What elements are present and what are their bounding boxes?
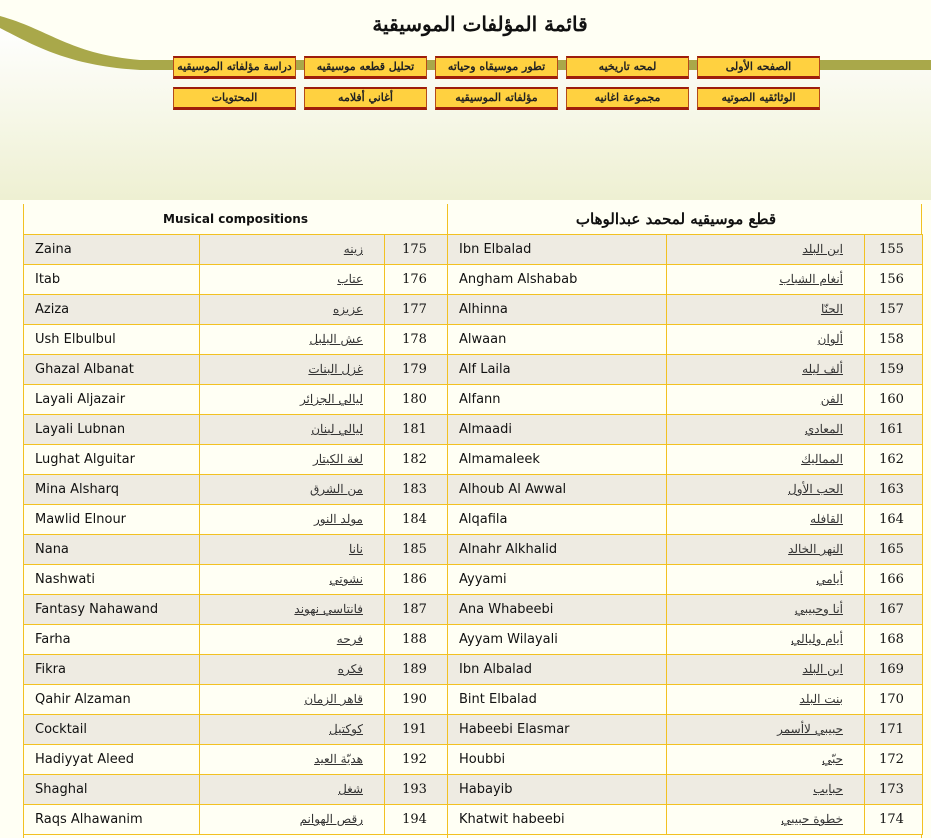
composition-arabic-link[interactable]: الحب الأول [787, 482, 843, 496]
composition-arabic-cell [667, 265, 865, 295]
composition-arabic-cell [200, 805, 385, 835]
composition-number: 173 [865, 775, 923, 805]
composition-arabic-link[interactable]: هديّة العيد [314, 752, 363, 766]
table-row [24, 355, 449, 385]
composition-english-name: Almamaleek [448, 445, 667, 475]
table-row [448, 685, 923, 715]
composition-arabic-link[interactable]: ليالي لبنان [311, 422, 363, 436]
composition-arabic-link[interactable]: ابن البلد [802, 242, 843, 256]
composition-english-name: Alqafila [448, 505, 667, 535]
table-row [24, 655, 449, 685]
table-row [24, 775, 449, 805]
table-row [448, 535, 923, 565]
nav-film-songs-button[interactable]: أغاني أفلامه [304, 87, 427, 110]
composition-number: 156 [865, 265, 923, 295]
page-title: قائمة المؤلفات الموسيقية [372, 12, 588, 36]
composition-english-name: Itab [24, 265, 200, 295]
composition-arabic-link[interactable]: عتاب [337, 272, 363, 286]
composition-arabic-cell [200, 475, 385, 505]
composition-number: 190 [385, 685, 449, 715]
table-row [448, 775, 923, 805]
composition-arabic-cell [200, 265, 385, 295]
composition-number: 176 [385, 265, 449, 295]
composition-arabic-cell [200, 745, 385, 775]
composition-number: 171 [865, 715, 923, 745]
composition-arabic-link[interactable]: أنغام الشباب [779, 272, 843, 286]
composition-arabic-cell [667, 565, 865, 595]
composition-english-name: Mawlid Elnour [24, 505, 200, 535]
composition-english-name: Ush Elbulbul [24, 325, 200, 355]
table-row [448, 655, 923, 685]
composition-arabic-cell [200, 355, 385, 385]
table-row [24, 385, 449, 415]
composition-arabic-link[interactable]: فكره [337, 662, 363, 676]
composition-number: 183 [385, 475, 449, 505]
composition-arabic-link[interactable]: المعادي [804, 422, 843, 436]
composition-arabic-link[interactable]: نانا [349, 542, 363, 556]
table-row [24, 325, 449, 355]
composition-arabic-link[interactable]: حبيبي لاأسمر [777, 722, 843, 736]
nav-audio-docs-button[interactable]: الوثائقيه الصوتيه [697, 87, 820, 110]
composition-number: 166 [865, 565, 923, 595]
composition-number: 179 [385, 355, 449, 385]
nav-music-evolution-button[interactable]: تطور موسيقاه وحياته [435, 56, 558, 79]
nav-compositions-button[interactable]: مؤلفاته الموسيقيه [435, 87, 558, 110]
composition-english-name: Layali Aljazair [24, 385, 200, 415]
composition-english-name: Bint Elbalad [448, 685, 667, 715]
composition-english-name: Houbbi [448, 745, 667, 775]
table-row [448, 475, 923, 505]
composition-arabic-cell [200, 715, 385, 745]
composition-english-name: Alnahr Alkhalid [448, 535, 667, 565]
table-row [24, 265, 449, 295]
table-row [24, 685, 449, 715]
composition-english-name: Habeebi Elasmar [448, 715, 667, 745]
composition-number: 167 [865, 595, 923, 625]
composition-english-name: Almaadi [448, 415, 667, 445]
table-row [24, 715, 449, 745]
table-row [448, 505, 923, 535]
table-row [24, 625, 449, 655]
composition-number: 165 [865, 535, 923, 565]
composition-number: 178 [385, 325, 449, 355]
composition-english-name: Mina Alsharq [24, 475, 200, 505]
table-row [448, 265, 923, 295]
nav-row-top [173, 56, 820, 80]
composition-english-name: Shaghal [24, 775, 200, 805]
composition-number: 164 [865, 505, 923, 535]
nav-history-button[interactable]: لمحه تاريخيه [566, 56, 689, 79]
composition-english-name: Cocktail [24, 715, 200, 745]
composition-arabic-link[interactable]: زينه [343, 242, 363, 256]
composition-number: 187 [385, 595, 449, 625]
composition-english-name: Khatwit habeebi [448, 805, 667, 835]
composition-number: 182 [385, 445, 449, 475]
composition-number: 172 [865, 745, 923, 775]
composition-arabic-cell [667, 655, 865, 685]
table-row [24, 565, 449, 595]
composition-arabic-link[interactable]: النهر الخالد [788, 542, 843, 556]
composition-arabic-link[interactable]: من الشرق [309, 482, 363, 496]
composition-english-name: Lughat Alguitar [24, 445, 200, 475]
composition-number: 160 [865, 385, 923, 415]
compositions-table-right [447, 234, 923, 835]
composition-english-name: Fikra [24, 655, 200, 685]
table-row [448, 565, 923, 595]
composition-arabic-link[interactable]: ألوان [817, 332, 843, 346]
composition-arabic-cell [200, 505, 385, 535]
composition-arabic-cell [667, 445, 865, 475]
composition-arabic-cell [667, 775, 865, 805]
composition-number: 161 [865, 415, 923, 445]
composition-arabic-cell [667, 355, 865, 385]
composition-english-name: Alf Laila [448, 355, 667, 385]
composition-number: 159 [865, 355, 923, 385]
nav-compositions-study-button[interactable]: دراسة مؤلفاته الموسيقيه [173, 56, 296, 79]
composition-english-name: Nashwati [24, 565, 200, 595]
composition-arabic-cell [200, 535, 385, 565]
section-heading-english: Musical compositions [163, 212, 308, 226]
composition-english-name: Ghazal Albanat [24, 355, 200, 385]
table-row [448, 415, 923, 445]
composition-english-name: Nana [24, 535, 200, 565]
composition-arabic-cell [667, 385, 865, 415]
table-row [448, 595, 923, 625]
composition-english-name: Aziza [24, 295, 200, 325]
composition-arabic-link[interactable]: أنا وحبيبي [794, 602, 843, 616]
composition-arabic-link[interactable]: مولد النور [313, 512, 363, 526]
table-row [24, 295, 449, 325]
composition-number: 186 [385, 565, 449, 595]
composition-arabic-link[interactable]: القافله [810, 512, 843, 526]
composition-english-name: Hadiyyat Aleed [24, 745, 200, 775]
composition-number: 163 [865, 475, 923, 505]
composition-english-name: Raqs Alhawanim [24, 805, 200, 835]
composition-number: 162 [865, 445, 923, 475]
table-row [24, 445, 449, 475]
composition-number: 193 [385, 775, 449, 805]
composition-arabic-cell [667, 805, 865, 835]
table-row [448, 715, 923, 745]
table-row [448, 385, 923, 415]
composition-number: 177 [385, 295, 449, 325]
composition-arabic-cell [667, 505, 865, 535]
composition-number: 194 [385, 805, 449, 835]
composition-arabic-link[interactable]: الحنّا [820, 302, 843, 316]
composition-arabic-cell [667, 475, 865, 505]
composition-number: 191 [385, 715, 449, 745]
composition-arabic-link[interactable]: شغل [338, 782, 363, 796]
composition-arabic-link[interactable]: غزل البنات [308, 362, 363, 376]
composition-arabic-cell [200, 445, 385, 475]
composition-arabic-cell [667, 535, 865, 565]
table-row [24, 415, 449, 445]
composition-english-name: Ayyam Wilayali [448, 625, 667, 655]
table-row [448, 625, 923, 655]
composition-english-name: Ayyami [448, 565, 667, 595]
composition-number: 181 [385, 415, 449, 445]
table-row [24, 595, 449, 625]
composition-arabic-cell [667, 325, 865, 355]
composition-arabic-cell [200, 295, 385, 325]
composition-arabic-link[interactable]: كوكتيل [329, 722, 363, 736]
composition-arabic-cell [667, 715, 865, 745]
table-row [24, 505, 449, 535]
composition-arabic-cell [667, 625, 865, 655]
composition-number: 175 [385, 235, 449, 265]
composition-arabic-cell [200, 385, 385, 415]
composition-arabic-link[interactable]: فانتاسي نهوند [294, 602, 363, 616]
composition-arabic-cell [200, 685, 385, 715]
composition-number: 174 [865, 805, 923, 835]
composition-english-name: Alfann [448, 385, 667, 415]
table-row [24, 475, 449, 505]
nav-songs-collection-button[interactable]: مجموعة اغانيه [566, 87, 689, 110]
composition-arabic-link[interactable]: فرحه [336, 632, 363, 646]
composition-arabic-link[interactable]: بنت البلد [799, 692, 843, 706]
table-row [448, 235, 923, 265]
nav-row-bottom [173, 87, 820, 111]
table-row [448, 445, 923, 475]
composition-arabic-cell [200, 625, 385, 655]
composition-number: 184 [385, 505, 449, 535]
composition-english-name: Qahir Alzaman [24, 685, 200, 715]
composition-arabic-link[interactable]: خطوة حبيبي [781, 812, 843, 826]
composition-arabic-link[interactable]: عش البلبل [309, 332, 363, 346]
composition-number: 168 [865, 625, 923, 655]
composition-arabic-link[interactable]: لغة الكيتار [312, 452, 363, 466]
table-row [24, 805, 449, 835]
composition-number: 185 [385, 535, 449, 565]
nav-piece-analysis-button[interactable]: تحليل قطعه موسيقيه [304, 56, 427, 79]
table-row [24, 235, 449, 265]
compositions-table-left [23, 234, 449, 835]
composition-english-name: Alhinna [448, 295, 667, 325]
composition-english-name: Habayib [448, 775, 667, 805]
composition-number: 158 [865, 325, 923, 355]
composition-number: 155 [865, 235, 923, 265]
composition-arabic-cell [200, 415, 385, 445]
composition-number: 188 [385, 625, 449, 655]
composition-english-name: Alhoub Al Awwal [448, 475, 667, 505]
composition-number: 180 [385, 385, 449, 415]
composition-number: 169 [865, 655, 923, 685]
composition-arabic-cell [200, 325, 385, 355]
section-heading-arabic: قطع موسيقيه لمحمد عبدالوهاب [575, 210, 776, 228]
table-row [448, 295, 923, 325]
table-row [24, 745, 449, 775]
table-row [448, 325, 923, 355]
composition-arabic-cell [200, 235, 385, 265]
nav-home-button[interactable]: الصفحه الأولى [697, 56, 820, 79]
composition-arabic-cell [200, 775, 385, 805]
composition-arabic-cell [200, 595, 385, 625]
composition-arabic-link[interactable]: نشوتي [329, 572, 363, 586]
composition-arabic-link[interactable]: أيام وليالي [791, 632, 843, 646]
composition-arabic-link[interactable]: حبّي [821, 752, 843, 766]
composition-english-name: Ana Whabeebi [448, 595, 667, 625]
composition-arabic-link[interactable]: ألف ليله [802, 362, 843, 376]
composition-arabic-cell [667, 235, 865, 265]
composition-arabic-cell [667, 745, 865, 775]
composition-english-name: Fantasy Nahawand [24, 595, 200, 625]
composition-number: 157 [865, 295, 923, 325]
composition-number: 170 [865, 685, 923, 715]
composition-english-name: Zaina [24, 235, 200, 265]
composition-arabic-link[interactable]: ابن البلد [802, 662, 843, 676]
composition-arabic-link[interactable]: حبايب [813, 782, 843, 796]
composition-arabic-link[interactable]: عزيزه [332, 302, 363, 316]
composition-english-name: Ibn Albalad [448, 655, 667, 685]
composition-arabic-link[interactable]: رقص الهوانم [299, 812, 363, 826]
composition-arabic-link[interactable]: قاهر الزمان [304, 692, 363, 706]
composition-english-name: Ibn Elbalad [448, 235, 667, 265]
composition-number: 192 [385, 745, 449, 775]
composition-arabic-cell [200, 565, 385, 595]
composition-english-name: Layali Lubnan [24, 415, 200, 445]
table-row [448, 805, 923, 835]
composition-arabic-link[interactable]: المماليك [801, 452, 843, 466]
composition-arabic-cell [200, 655, 385, 685]
composition-english-name: Alwaan [448, 325, 667, 355]
composition-english-name: Angham Alshabab [448, 265, 667, 295]
composition-arabic-cell [667, 595, 865, 625]
composition-arabic-link[interactable]: ليالي الجزائر [299, 392, 363, 406]
composition-arabic-link[interactable]: الفن [820, 392, 843, 406]
composition-english-name: Farha [24, 625, 200, 655]
composition-arabic-cell [667, 685, 865, 715]
composition-number: 189 [385, 655, 449, 685]
table-row [448, 745, 923, 775]
table-row [448, 355, 923, 385]
table-row [24, 535, 449, 565]
composition-arabic-cell [667, 295, 865, 325]
nav-contents-button[interactable]: المحتويات [173, 87, 296, 110]
composition-arabic-link[interactable]: أيامي [816, 572, 843, 586]
composition-arabic-cell [667, 415, 865, 445]
